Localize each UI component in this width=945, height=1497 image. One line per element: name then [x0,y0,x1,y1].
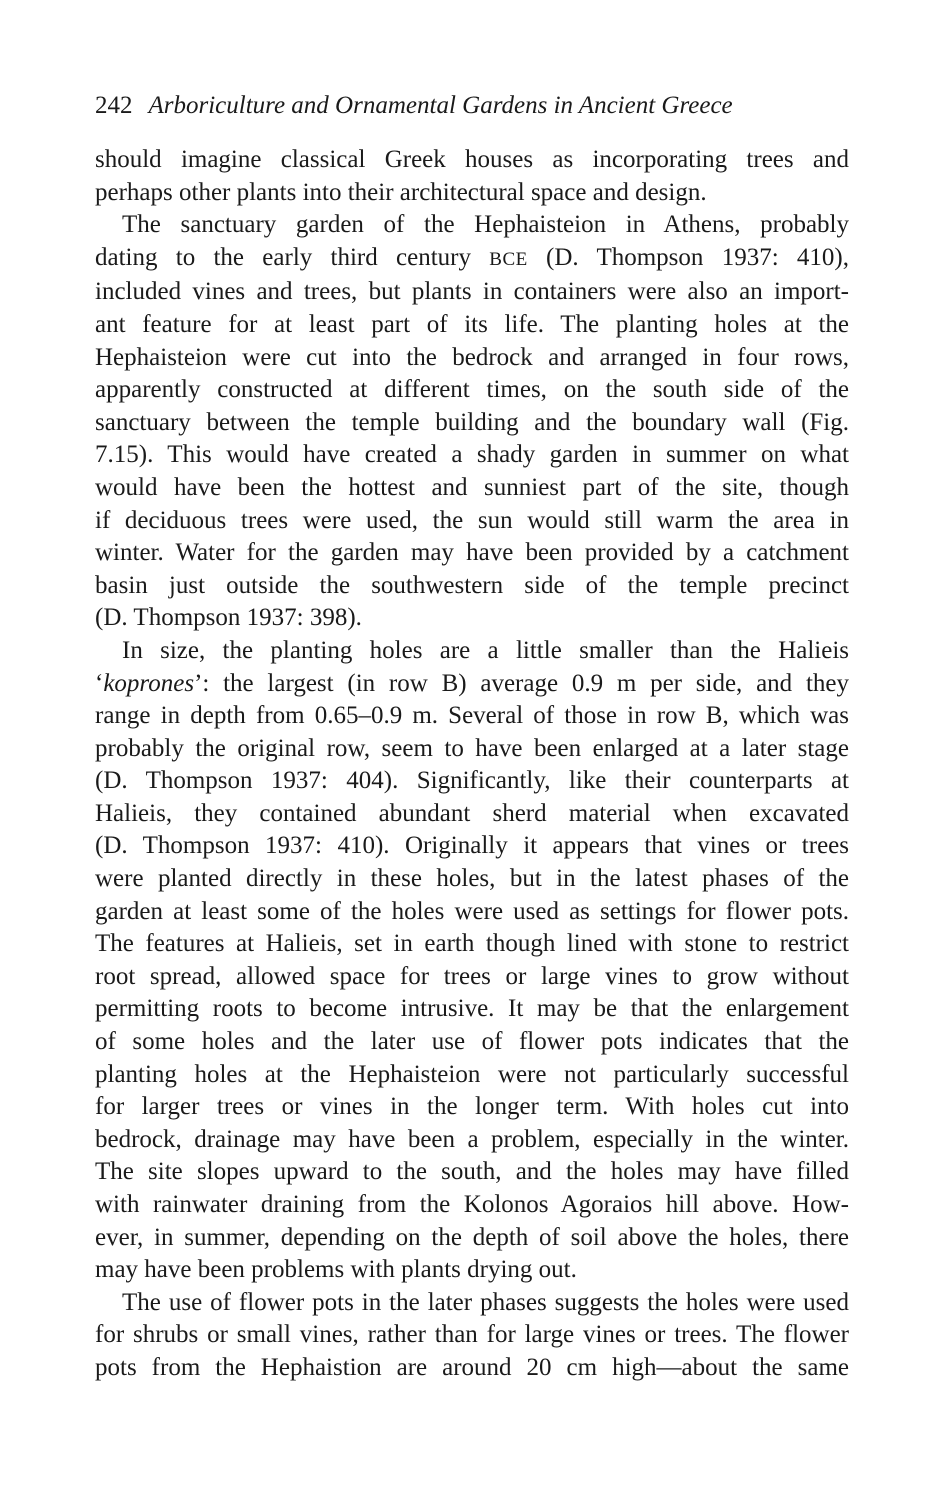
text-line: (D. Thompson 1937: 398). [95,604,362,632]
text-line: permitting roots to become intrusive. It may be that the enlargement [95,995,849,1023]
text-line: perhaps other plants into their architectural space and design. [95,178,707,206]
text-line: The use of flower pots in the later phases suggests the holes were used [122,1288,849,1316]
text-line: In size, the planting holes are a little smaller than the Halieis [122,636,849,664]
text-line: (D. Thompson 1937: 404). Significantly, like their counterparts at [95,767,849,795]
text-line: pots from the Hephaistion are around 20 cm high—about the same [95,1353,849,1381]
text-line: Halieis, they contained abundant sherd material when excavated [95,799,849,827]
text-line: probably the original row, seem to have been enlarged at a later stage [95,734,849,762]
text-line: bedrock, drainage may have been a problem, especially in the winter. [95,1125,849,1153]
text-line: The features at Halieis, set in earth though lined with stone to restrict [95,930,849,958]
paragraph [95,209,849,635]
text-line: for shrubs or small vines, rather than for large vines or trees. The flower [95,1321,849,1349]
body-text [95,144,849,1385]
text-line: range in depth from 0.65–0.9 m. Several of those in row B, which was [95,702,849,730]
text-line: if deciduous trees were used, the sun would still warm the area in [95,506,849,534]
text-line: dating to the early third century BCE (D. Thompson 1937: 410), [95,243,849,271]
text-line: ever, in summer, depending on the depth of soil above the holes, there [95,1223,849,1251]
text-line: Hephaisteion were cut into the bedrock and arranged in four rows, [95,343,849,371]
text-line: The sanctuary garden of the Hephaisteion in Athens, probably [122,211,849,239]
text-line: ‘koprones’: the largest (in row B) average 0.9 m per side, and they [95,669,849,697]
book-page [95,88,849,1385]
text-line: ant feature for at least part of its life. The planting holes at the [95,310,849,338]
text-line: for larger trees or vines in the longer term. With holes cut into [95,1093,849,1121]
paragraph [95,144,849,209]
text-line: planting holes at the Hephaisteion were not particularly successful [95,1060,849,1088]
text-line: were planted directly in these holes, but in the latest phases of the [95,865,849,893]
text-line: garden at least some of the holes were used as settings for flower pots. [95,897,849,925]
text-line: winter. Water for the garden may have been provided by a catchment [95,539,849,567]
text-line: would have been the hottest and sunniest part of the site, though [95,473,849,501]
text-line: 7.15). This would have created a shady garden in summer on what [95,441,849,469]
text-line: (D. Thompson 1937: 410). Originally it appears that vines or trees [95,832,849,860]
page-number: 242 [95,92,133,119]
running-head [95,88,849,124]
running-head-title: Arboriculture and Ornamental Gardens in Ancient Greece [148,92,733,119]
italic-term: koprones [103,669,195,697]
text-line: included vines and trees, but plants in containers were also an import- [95,278,849,306]
text-line: sanctuary between the temple building and the boundary wall (Fig. [95,408,849,436]
text-line: should imagine classical Greek houses as incorporating trees and [95,146,849,173]
text-line: apparently constructed at different times, on the south side of the [95,376,849,404]
text-line: The site slopes upward to the south, and the holes may have filled [95,1158,849,1186]
paragraph [95,1287,849,1385]
era-abbreviation: BCE [489,248,528,270]
paragraph [95,635,849,1287]
text-line: may have been problems with plants drying out. [95,1256,577,1284]
text-line: root spread, allowed space for trees or large vines to grow without [95,962,849,990]
text-line: of some holes and the later use of flower pots indicates that the [95,1028,849,1056]
text-line: basin just outside the southwestern side of the temple precinct [95,571,849,599]
text-line: with rainwater draining from the Kolonos Agoraios hill above. How- [95,1191,849,1218]
